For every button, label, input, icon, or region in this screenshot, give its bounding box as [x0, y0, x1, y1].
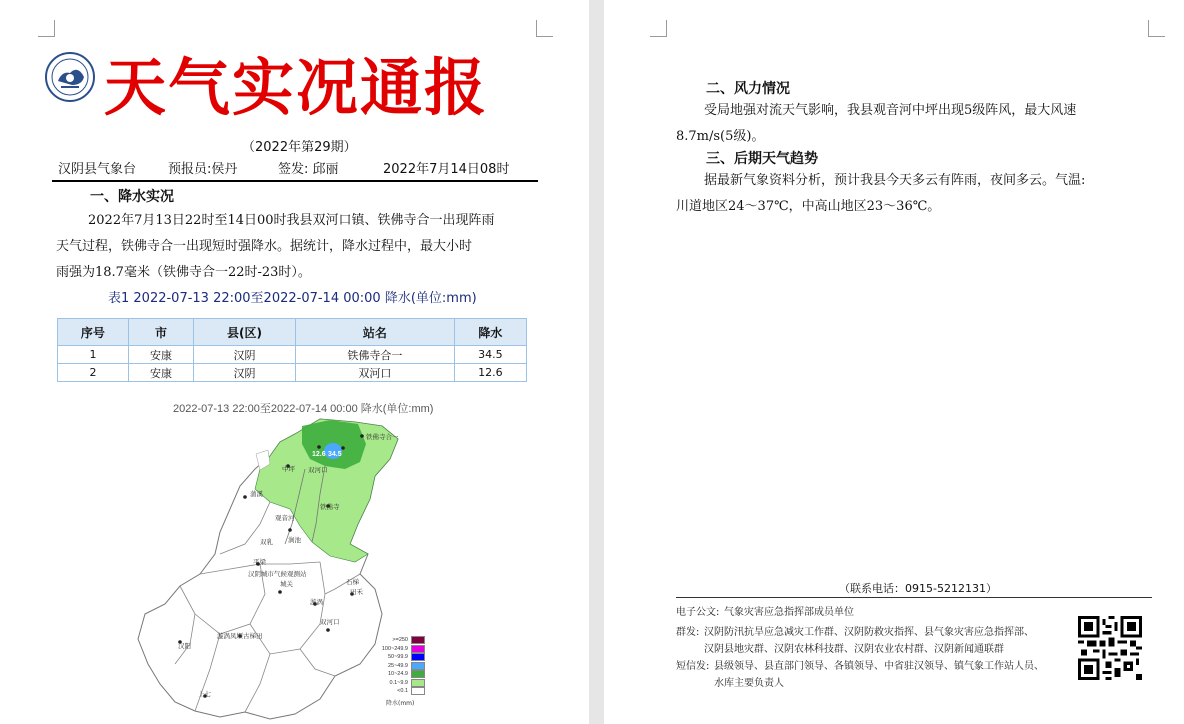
legend-swatch — [411, 636, 425, 644]
map-value: 34.5 — [328, 451, 342, 458]
legend-label: 10~24.9 — [387, 671, 408, 678]
section-heading-trend: 三、后期天气趋势 — [706, 151, 818, 167]
map-label: 中坪 — [282, 466, 295, 473]
map-label: 铁佛寺 — [320, 504, 340, 511]
map-label: 蒲溪 — [250, 491, 263, 498]
group-recipients-line: 汉阴县地灾群、汉阴农林科技群、汉阴农业农村群、汉阴新闻通联群 — [704, 644, 1004, 655]
precip-paragraph-line: 2022年7月13日22时至14日00时我县双河口镇、铁佛寺合一出现阵雨 — [88, 213, 495, 228]
legend-item — [368, 679, 425, 688]
table-cell: 1 — [58, 346, 129, 364]
page-corner-mark — [1148, 20, 1165, 37]
map-label: 石梯 — [346, 579, 359, 586]
map-label: 平梁 — [253, 559, 266, 566]
table-cell: 安康 — [128, 346, 193, 364]
wind-paragraph-line: 8.7m/s(5级)。 — [676, 129, 765, 144]
table-cell: 铁佛寺合一 — [296, 346, 455, 364]
legend-swatch — [411, 687, 425, 695]
legend-label: 50~99.9 — [387, 654, 408, 661]
page-corner-mark — [650, 20, 667, 37]
legend-item — [368, 662, 425, 671]
legend-swatch — [411, 662, 425, 670]
issue-datetime: 2022年7月14日08时 — [383, 162, 510, 177]
document-page-2 — [604, 0, 1184, 724]
precipitation-table — [57, 318, 527, 382]
group-recipients-line: 汉阴防汛抗旱应急减灾工作群、汉阴防救灾指挥、县气象灾害应急指挥部、 — [704, 627, 1034, 638]
map-label: 漩涡凤堰古梯田 — [217, 633, 263, 640]
legend-item — [368, 636, 425, 645]
qr-code-icon — [1078, 616, 1142, 680]
map-label: 双河口 — [308, 467, 328, 474]
section-heading-wind: 二、风力情况 — [706, 81, 790, 97]
table-header-cell: 序号 — [58, 319, 129, 346]
legend-label: 25~49.9 — [387, 662, 408, 669]
page-corner-mark — [38, 20, 55, 37]
table-cell: 2 — [58, 364, 129, 382]
wind-paragraph-line: 受局地强对流天气影响，我县观音河中坪出现5级阵风，最大风速 — [704, 103, 1077, 118]
header-divider — [52, 180, 538, 182]
table-cell: 汉阴 — [194, 346, 296, 364]
table-header-cell: 县(区) — [194, 319, 296, 346]
table-header-cell: 降水 — [454, 319, 526, 346]
email-label: 电子公文: — [676, 607, 720, 618]
section-heading-precipitation: 一、降水实况 — [90, 189, 174, 205]
map-label: 汉阴城市气候观测站 — [248, 571, 307, 578]
legend-item — [368, 670, 425, 679]
map-label: 铁佛寺合一 — [366, 434, 399, 441]
map-title: 2022-07-13 22:00至2022-07-14 00:00 降水(单位:mm) — [173, 403, 434, 415]
table-cell: 安康 — [128, 364, 193, 382]
precip-paragraph-line: 天气过程，铁佛寺合一出现短时强降水。据统计，降水过程中，最大小时 — [56, 239, 473, 254]
table-header-row — [58, 319, 527, 346]
legend-label: 100~249.9 — [381, 645, 408, 652]
table-row — [58, 364, 527, 382]
sms-recipients-line: 县级领导、县直部门领导、各镇领导、中省驻汉领导、镇气象工作站人员、 — [714, 661, 1044, 672]
map-label: 双河口 — [320, 619, 340, 626]
legend-swatch — [411, 670, 425, 678]
map-label: 涧池 — [288, 537, 301, 544]
approver-name: 签发: 邱丽 — [278, 162, 339, 177]
bulletin-title: 天气实况通报 — [104, 51, 489, 124]
map-legend — [368, 636, 425, 707]
station-name: 汉阴县气象台 — [58, 162, 137, 177]
forecaster-name: 预报员:侯丹 — [168, 162, 238, 177]
page-corner-mark — [536, 20, 553, 37]
table-header-cell: 市 — [128, 319, 193, 346]
legend-swatch — [411, 645, 425, 653]
contact-phone: （联系电话：0915-5212131） — [839, 582, 997, 595]
table-row — [58, 346, 527, 364]
footer-divider — [676, 597, 1152, 598]
legend-unit: 降水(mm) — [386, 699, 415, 707]
table-header-cell: 站名 — [296, 319, 455, 346]
map-label: 双乳 — [260, 539, 273, 546]
legend-label: >=250 — [392, 637, 408, 644]
weather-bureau-logo-icon — [44, 51, 96, 103]
table-cell: 双河口 — [296, 364, 455, 382]
legend-item — [368, 645, 425, 654]
sms-label: 短信发: — [676, 661, 710, 672]
group-label: 群发: — [676, 627, 700, 638]
legend-swatch — [411, 653, 425, 661]
map-label: 田禾 — [350, 589, 363, 596]
map-label: 上七 — [198, 691, 211, 698]
legend-label: 0.1~9.9 — [389, 679, 408, 686]
table-cell: 12.6 — [454, 364, 526, 382]
table-cell: 34.5 — [454, 346, 526, 364]
map-value: 12.6 — [312, 451, 326, 458]
legend-swatch — [411, 679, 425, 687]
email-recipients: 气象灾害应急指挥部成员单位 — [724, 607, 854, 618]
table-caption: 表1 2022-07-13 22:00至2022-07-14 00:00 降水(单位:mm) — [108, 291, 477, 306]
trend-paragraph-line: 据最新气象资料分析，预计我县今天多云有阵雨，夜间多云。气温: — [704, 173, 1086, 188]
map-label: 汉阳 — [178, 643, 191, 650]
map-label: 漩涡 — [310, 599, 323, 606]
legend-label: <0.1 — [397, 688, 408, 695]
map-label: 城关 — [280, 581, 293, 588]
trend-paragraph-line: 川道地区24～37℃，中高山地区23～36℃。 — [676, 199, 941, 214]
map-label: 观音河 — [275, 515, 295, 522]
document-page-1 — [0, 0, 589, 724]
precip-paragraph-line: 雨强为18.7毫米（铁佛寺合一22时-23时）。 — [56, 265, 311, 280]
issue-number: （2022年第29期） — [242, 140, 357, 155]
table-cell: 汉阴 — [194, 364, 296, 382]
sms-recipients-line: 水库主要负责人 — [714, 678, 784, 689]
legend-item — [368, 653, 425, 662]
legend-item — [368, 687, 425, 696]
